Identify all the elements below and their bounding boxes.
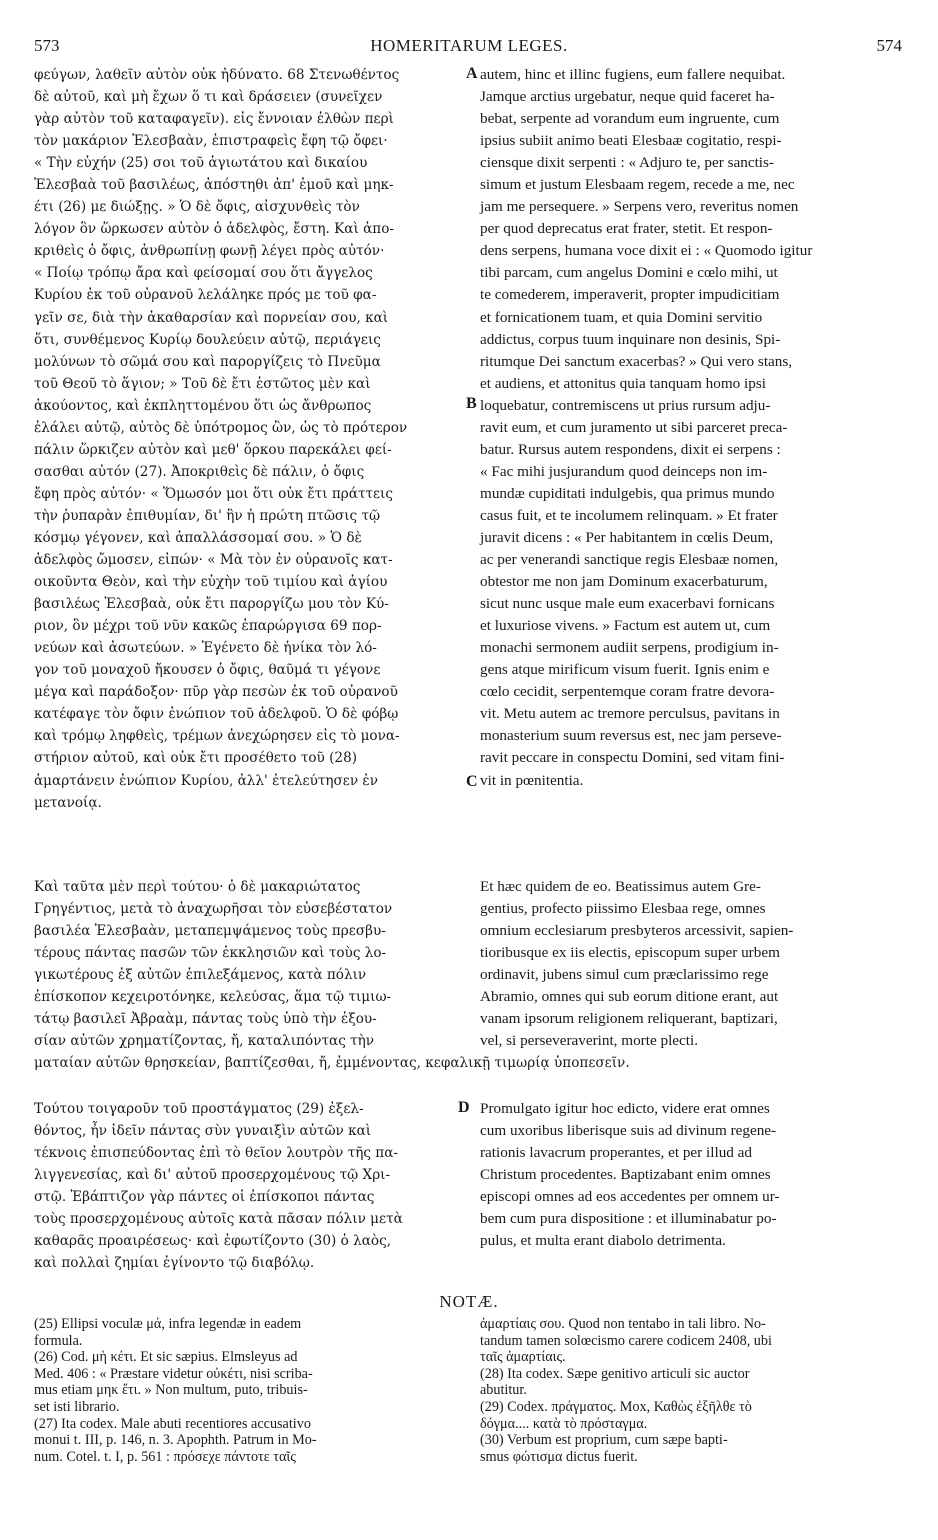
text-line: τάτῳ βασιλεῖ Ἀβραὰμ, πάντας τοὺς ὑπὸ τὴν ἐξου- (34, 1011, 377, 1028)
text-line: πάλιν ὥρκιζεν αὐτὸν καὶ μεθ' ὅρκου παρεκάλει φεί- (34, 441, 392, 458)
text-line: Κυρίου ἐκ τοῦ οὐρανοῦ λελάληκε πρός με τοῦ φα- (34, 287, 377, 304)
text-line: per quod deprecatus erat frater, stetit. Et respon- (480, 220, 773, 238)
text-line: num. Cotel. t. I, p. 561 : πρόσεχε πάντοτε ταῖς (34, 1448, 296, 1465)
text-line: (25) Ellipsi voculæ μά, infra legendæ in eadem (34, 1316, 302, 1332)
text-line: addictus, corpus tuum inquinare non desinis, Spi- (480, 330, 781, 348)
text-line: τέκνοις ἐπισπεύδοντας ἐπὶ τὸ θεῖον λουτρὸν τῆς πα- (34, 1145, 398, 1162)
text-line: smus φώτισμα dictus fuerit. (480, 1448, 638, 1465)
text-line: μέγα καὶ παράδοξον· πῦρ γὰρ πεσὼν ἐκ τοῦ οὐρανοῦ (34, 684, 398, 701)
margin-letter-c: C (466, 773, 478, 790)
text-line: φεύγων, λαθεῖν αὐτὸν οὐκ ἠδύνατο. 68 Στενωθέντος (34, 67, 400, 83)
text-line: Med. 406 : « Præstare videtur οὐκέτι, nisi scriba- (34, 1365, 313, 1382)
text-line: Abramio, omnes qui sub eorum ditione erant, aut (480, 988, 779, 1006)
notes-left-column (34, 1316, 462, 1465)
text-line: κόσμῳ γέγονεν, καὶ ἀπαλλάσσομαί σου. » Ὁ δὲ (34, 529, 362, 546)
text-line: (30) Verbum est proprium, cum sæpe bapti- (480, 1432, 728, 1449)
text-line: δὲ αὐτοῦ, καὶ μὴ ἔχων ὅ τι καὶ δράσειεν (συνεῖχεν (34, 89, 383, 106)
text-line: loquebatur, contremiscens ut prius rursum adju- (480, 396, 771, 414)
text-line: Καὶ ταῦτα μὲν περὶ τούτου· ὁ δὲ μακαριώτατος (34, 879, 361, 895)
text-line: monui t. III, p. 146, n. 3. Apophth. Patrum in Mo- (34, 1432, 317, 1449)
text-line: episcopi omnes ad eos accedentes per omnem ur- (480, 1188, 780, 1206)
text-line: έτι (26) με διώξῃς. » Ὁ δὲ ὄφις, αἰσχυνθεὶς τὸν (34, 199, 360, 216)
text-line: tioribusque ex iis electis, episcopum super urbem (480, 944, 780, 962)
text-line: (29) Codex. πράγματος. Mox, Καθὼς ἐξῆλθε τὸ (480, 1398, 752, 1415)
text-line: βασιλέως Ἐλεσβαὰ, οὐκ ἔτι παροργίζω μου τὸν Κύ- (34, 596, 389, 613)
text-line: « Ποίῳ τρόπῳ ἄρα καὶ φείσομαί σου ὅτι ἄγγελος (34, 265, 373, 282)
text-line: ἀκούοντος, καὶ ἐκπληττομένου ὅτι ὡς ἄνθρωπος (34, 397, 372, 414)
text-line: et audiens, et attonitus quia tanquam homo ipsi (480, 374, 766, 392)
text-line: ἐλάλει αὐτῷ, αὐτὸς δὲ ὑπότρομος ὢν, ὡς τὸ πρότερον (34, 419, 408, 436)
text-line: tandum tamen solœcismo carere codicem 2408, ubi (480, 1332, 772, 1349)
text-line: te comederem, imperaverit, propter impudicitiam (480, 286, 780, 304)
text-line: ἐπίσκοπον κεχειροτόνηκε, κελεύσας, ἅμα τῷ τιμιω- (34, 989, 392, 1006)
text-line: ἀδελφὸς ὤμοσεν, εἰπών· « Μὰ τὸν ἐν οὐρανοῖς κατ- (34, 552, 393, 569)
text-line: pulus, et multa erant diabolo detrimenta. (480, 1232, 726, 1250)
text-line: ὅτι, συνθέμενος Κυρίῳ δουλεύειν αὐτῷ, περιάγεις (34, 331, 381, 348)
greek-column-bottom (34, 1098, 462, 1274)
text-line: γὰρ αὐτὸν τοῦ καταφαγεῖν). εἰς ἔννοιαν ἐλθὼν περὶ (34, 111, 394, 128)
text-line: « Fac mihi jusjurandum quod deinceps non im- (480, 462, 768, 480)
text-line: set isti librario. (34, 1398, 120, 1415)
text-line: τὴν ῥυπαρὰν ἐπιθυμίαν, δι' ἣν ἡ πρώτη πτῶσις τῷ (34, 507, 381, 524)
text-line: abutitur. (480, 1382, 527, 1399)
text-line: formula. (34, 1332, 83, 1349)
greek-column-top (34, 64, 462, 814)
text-line: batur. Rursus autem respondens, dixit ei serpens : (480, 440, 781, 458)
text-line: ταῖς ἁμαρτίαις. (480, 1349, 566, 1366)
notes-right-column (480, 1316, 904, 1465)
text-line: et luxuriose vivens. » Factum est autem ut, cum (480, 617, 771, 635)
text-line: ordinavit, jubens simul cum præclarissimo rege (480, 966, 769, 984)
text-line: obtestor me non jam Dominum exacerbaturum, (480, 573, 768, 591)
text-line: autem, hinc et illinc fugiens, eum fallere nequibat. (480, 66, 786, 83)
text-line: μετανοίᾳ. (34, 794, 102, 811)
text-line: γον τοῦ μοναχοῦ ἤκουσεν ὁ ὄφις, θαῦμά τι γέγονε (34, 662, 381, 679)
text-line: λιγγενεσίας, καὶ δι' αὐτοῦ προσερχομένους τῷ Χρι- (34, 1167, 391, 1184)
text-line: et fornicationem tuam, et quia Domini servitio (480, 308, 763, 326)
text-line: κριθεὶς ὁ ὄφις, ἀνθρωπίνῃ φωνῇ λέγει πρὸς αὐτόν· (34, 243, 385, 260)
text-line: juravit dicens : « Per habitantem in cœlis Deum, (480, 528, 774, 546)
text-line: τὸν μακάριον Ἐλεσβαὰν, ἐπιστραφεὶς ἔφη τῷ ὄφει· (34, 133, 388, 150)
text-line: τοὺς προσερχομένους αὐτοῖς κατὰ πᾶσαν πόλιν μετὰ (34, 1211, 403, 1228)
text-line: νεύων καὶ ἀσωτεύων. » Ἐγένετο δὲ ἡνίκα τὸν λό- (34, 640, 377, 657)
text-line: rationis lavacrum properantes, et per illud ad (480, 1144, 753, 1162)
text-line: καθαρᾶς προαιρέσεως· καὶ ἐφωτίζοντο (30) ὁ λαὸς, (34, 1233, 392, 1250)
text-line: σασθαι αὐτόν (27). Ἀποκριθεὶς δὲ πάλιν, ὁ ὄφις (34, 463, 365, 480)
text-line: ματαίαν αὐτῶν θρησκείαν, βαπτίζεσθαι, ἤ, ἐμμένοντας, κεφαλικῇ τιμωρίᾳ ὑποπεσεῖν. (34, 1055, 630, 1072)
text-line: ἔφη πρὸς αὐτόν· « Ὅμωσόν μοι ὅτι οὐκ ἔτι πράττεις (34, 485, 393, 502)
right-page-number: 574 (876, 36, 902, 55)
text-line: καὶ τρόμῳ ληφθεὶς, τρέμων ἀνεχώρησεν εἰς τὸ μονα- (34, 728, 400, 745)
text-line: vit. Metu autem ac tremore perculsus, pavitans in (480, 705, 780, 723)
text-line: Τούτου τοιγαροῦν τοῦ προστάγματος (29) ἐξελ- (34, 1101, 364, 1117)
text-line: gens atque mirificum visum fuerit. Ignis enim e (480, 661, 770, 679)
text-line: Jamque arctius urgebatur, neque quid faceret ha- (480, 88, 775, 106)
text-line: bebat, serpente ad vorandum eum ingruente, cum (480, 110, 780, 128)
text-line: sicut nunc usque male eum exacerbavi fornicans (480, 595, 775, 613)
text-line: bem cum pura dispositione : et illuminabatur po- (480, 1210, 777, 1228)
text-line: (28) Ita codex. Sæpe genitivo articuli sic auctor (480, 1365, 750, 1382)
latin-column-bottom (480, 1098, 904, 1252)
text-line: γεῖν σε, διὰ τὴν ἀκαθαρσίαν καὶ πορνείαν σου, καὶ (34, 309, 389, 326)
text-line: σίαν αὐτῶν χρηματίζοντας, ἤ, καταλιπόντας τὴν (34, 1033, 375, 1050)
text-line: jam me persequere. » Serpens vero, reveritus nomen (480, 198, 799, 216)
text-line: στήριον αὐτοῦ, καὶ οὐκ ἔτι προσέθετο τοῦ (28) (34, 750, 358, 767)
text-line: θόντος, ἦν ἰδεῖν πάντας σὺν γυναιξὶν αὐτῶν καὶ (34, 1123, 372, 1140)
margin-letter-b: B (466, 395, 477, 412)
text-line: Christum procedentes. Baptizabant enim omnes (480, 1166, 771, 1184)
left-page-number: 573 (34, 36, 60, 55)
text-line: simum et justum Elesbaam regem, recede a me, nec (480, 176, 795, 194)
text-line: « Τὴν εὐχήν (25) σοι τοῦ ἁγιωτάτου καὶ δικαίου (34, 155, 368, 172)
text-line: casus fuit, et te incolumem relinquam. » Et frater (480, 506, 778, 524)
text-line: Γρηγέντιος, μετὰ τὸ ἀναχωρῆσαι τὸν εὐσεβέστατον (34, 901, 393, 918)
text-line: vit in pœnitentia. (480, 771, 584, 789)
text-line: γικωτέρους ἐξ αὐτῶν ἐπιλεξάμενος, κατὰ πόλιν (34, 967, 367, 984)
margin-letter-a: A (466, 65, 478, 82)
text-line: κατέφαγε τὸν ὄφιν ἐνώπιον τοῦ ἀδελφοῦ. Ὁ δὲ φόβῳ (34, 706, 399, 723)
text-line: cœlo cecidit, serpentemque coram fratre devora- (480, 683, 775, 701)
text-line: ριον, ὃν μέχρι τοῦ νῦν κακῶς ἐπαρώργισα 69 πορ- (34, 618, 382, 635)
text-line: cum uxoribus liberisque suis ad divinum regene- (480, 1122, 777, 1140)
text-line: μολύνων τὸ σῶμά σου καὶ παροργίζεις τὸ Πνεῦμα (34, 353, 381, 370)
text-line: ravit eum, et cum juramento ut sibi parceret preca- (480, 418, 788, 436)
text-line: καὶ πολλαὶ ζημίαι ἐγίνοντο τῷ διαβόλῳ. (34, 1255, 315, 1272)
text-line: τοῦ Θεοῦ τὸ ἅγιον; » Τοῦ δὲ ἔτι ἑστῶτος μὲν καὶ (34, 375, 371, 392)
text-line: βασιλέα Ἐλεσβαὰν, μεταπεμψάμενος τοὺς πρεσβυ- (34, 923, 386, 940)
text-line: mus etiam μηκ ἔτι. » Non multum, puto, tribuis- (34, 1382, 308, 1399)
text-line: στῷ. Ἐβάπτιζον γὰρ πάντες οἱ ἐπίσκοποι πάντας (34, 1189, 375, 1206)
text-line: Ἐλεσβαὰ τοῦ βασιλέως, ἀπόστηθι ἀπ' ἐμοῦ καὶ μηκ- (34, 177, 394, 194)
text-line: vanam ipsorum religionem reliquerant, baptizari, (480, 1010, 778, 1028)
text-line: ἁμαρτάνειν ἐνώπιον Κυρίου, ἀλλ' ἐτελεύτησεν ἐν (34, 772, 378, 789)
notes-heading: NOTÆ. (439, 1292, 499, 1311)
text-line: monasterium suum reversus est, nec jam perseve- (480, 727, 782, 745)
text-line: Promulgato igitur hoc edicto, videre erat omnes (480, 1100, 770, 1117)
text-line: ἁμαρτίαις σου. Quod non tentabo in tali libro. No- (480, 1316, 766, 1332)
text-line: (26) Cod. μὴ κέτι. Et sic sæpius. Elmsleyus ad (34, 1349, 298, 1366)
text-line: tibi parcam, cum angelus Domini e cœlo mihi, ut (480, 264, 778, 282)
latin-column-middle (480, 876, 904, 1052)
text-line: mundæ cupiditati indulgebis, qua primus mundo (480, 484, 775, 502)
text-line: monachi sermonem audiit serpens, prodigium in- (480, 639, 779, 657)
text-line: Et hæc quidem de eo. Beatissimus autem Gre- (480, 878, 761, 895)
text-line: ritumque Dei sanctum exacerbas? » Qui vero stans, (480, 352, 793, 370)
text-line: (27) Ita codex. Male abuti recentiores accusativo (34, 1415, 311, 1432)
text-line: omnium ecclesiarum presbyteros arcessivit, sapien- (480, 922, 794, 940)
text-line: ciensque dixit serpenti : « Adjuro te, per sanctis- (480, 154, 774, 172)
text-line: ravit peccare in conspectu Domini, sed vitam fini- (480, 749, 785, 767)
text-line: τέρους πάντας πασῶν τῶν ἐκκλησιῶν καὶ τοὺς λο- (34, 945, 387, 962)
text-line: ac per venerandi sanctique regis Elesbaæ nomen, (480, 551, 779, 569)
text-line: gentius, profecto piissimo Elesbaa rege, omnes (480, 900, 766, 918)
text-line: ipsius subiit animo beati Elesbaæ cogitatio, respi- (480, 132, 782, 150)
latin-column-top (480, 64, 904, 792)
text-line: λόγον ὃν ὥρκωσεν αὐτὸν ὁ ἀδελφὸς, ἔστη. Καὶ ἀπο- (34, 221, 395, 238)
text-line: vel, si perseveraverint, morte plecti. (480, 1032, 699, 1050)
text-line: dens serpens, humana voce dixit ei : « Quomodo igitur (480, 242, 813, 260)
text-line: οικοῦντα Θεὸν, καὶ τὴν εὐχὴν τοῦ τιμίου καὶ ἁγίου (34, 574, 388, 591)
running-title: HOMERITARUM LEGES. (370, 36, 568, 55)
margin-letter-d: D (458, 1099, 470, 1116)
text-line: δόγμα.... κατὰ τὸ πρόσταγμα. (480, 1415, 648, 1432)
